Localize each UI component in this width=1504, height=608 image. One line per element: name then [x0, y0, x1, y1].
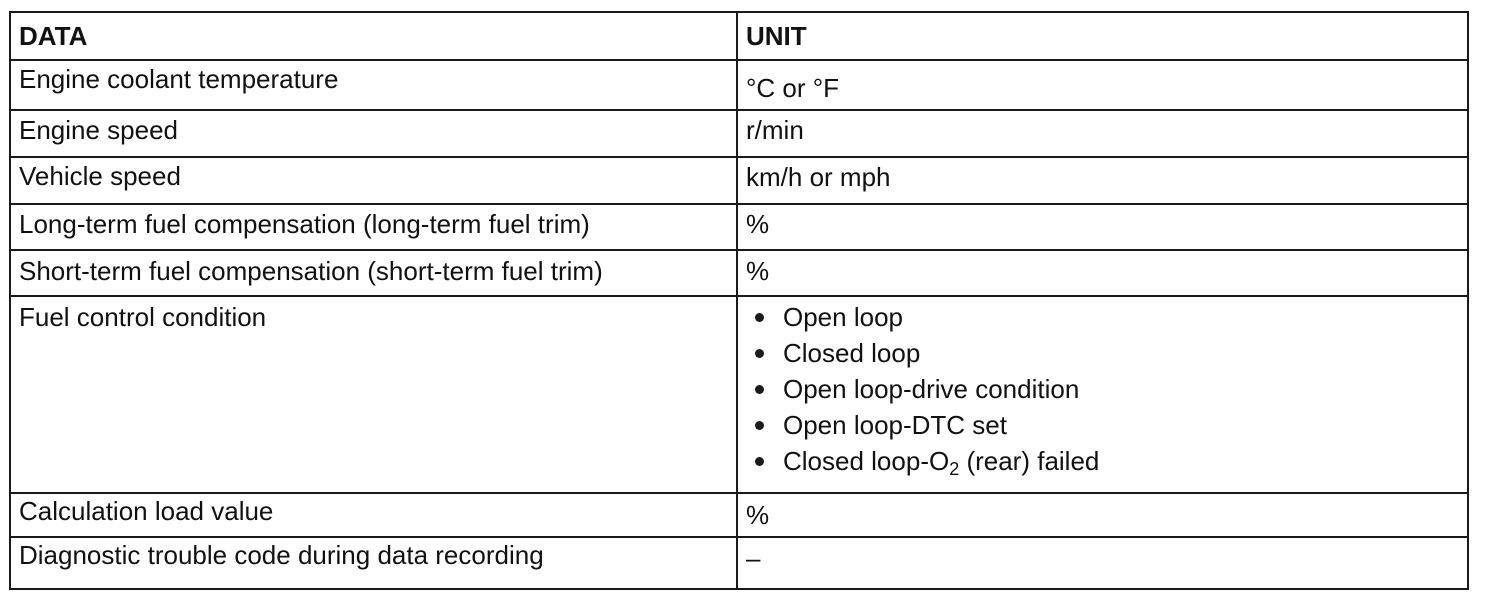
- table-row: [10, 157, 1468, 204]
- unit-cell-list: [737, 296, 1468, 493]
- list-item: [755, 446, 1467, 482]
- table-row: [10, 537, 1468, 589]
- column-header-unit: UNIT: [737, 12, 1468, 60]
- data-cell: Engine speed: [10, 110, 737, 157]
- list-item-label: Open loop: [783, 302, 903, 332]
- data-cell: Diagnostic trouble code during data recording: [10, 537, 737, 589]
- unit-cell: r/min: [737, 110, 1468, 157]
- bullet-icon: [755, 313, 764, 322]
- unit-cell: %: [737, 250, 1468, 296]
- data-cell: Vehicle speed: [10, 157, 737, 204]
- column-header-data: DATA: [10, 12, 737, 60]
- table-row: [10, 60, 1468, 110]
- list-item: [755, 302, 1467, 338]
- unit-cell: –: [737, 537, 1468, 589]
- table-row: [10, 204, 1468, 250]
- bullet-icon: [755, 457, 764, 466]
- unit-cell: %: [737, 204, 1468, 250]
- unit-cell: %: [737, 493, 1468, 537]
- data-cell: Engine coolant temperature: [10, 60, 737, 110]
- o2-subscript: 2: [949, 459, 960, 479]
- table-row: [10, 110, 1468, 157]
- o2-suffix: (rear) failed: [959, 446, 1100, 476]
- data-unit-table: [9, 11, 1469, 590]
- unit-cell: °C or °F: [737, 60, 1468, 110]
- list-item-label: Open loop-DTC set: [783, 410, 1007, 440]
- list-item: [755, 338, 1467, 374]
- table-row: [10, 296, 1468, 493]
- list-item-label: Open loop-drive condition: [783, 374, 1080, 404]
- bullet-icon: [755, 385, 764, 394]
- list-item: [755, 374, 1467, 410]
- list-item-label: Closed loop: [783, 338, 921, 368]
- list-item-label: [783, 446, 1100, 479]
- table-header-row: [10, 12, 1468, 60]
- data-cell: Fuel control condition: [10, 296, 737, 493]
- table-row: [10, 250, 1468, 296]
- list-item: [755, 410, 1467, 446]
- data-cell: Long-term fuel compensation (long-term fuel trim): [10, 204, 737, 250]
- data-cell: Short-term fuel compensation (short-term fuel trim): [10, 250, 737, 296]
- o2-prefix: Closed loop-O: [783, 446, 950, 476]
- bullet-icon: [755, 349, 764, 358]
- data-cell: Calculation load value: [10, 493, 737, 537]
- unit-cell: km/h or mph: [737, 157, 1468, 204]
- table-row: [10, 493, 1468, 537]
- bullet-icon: [755, 421, 764, 430]
- fuel-condition-list: [746, 302, 1467, 482]
